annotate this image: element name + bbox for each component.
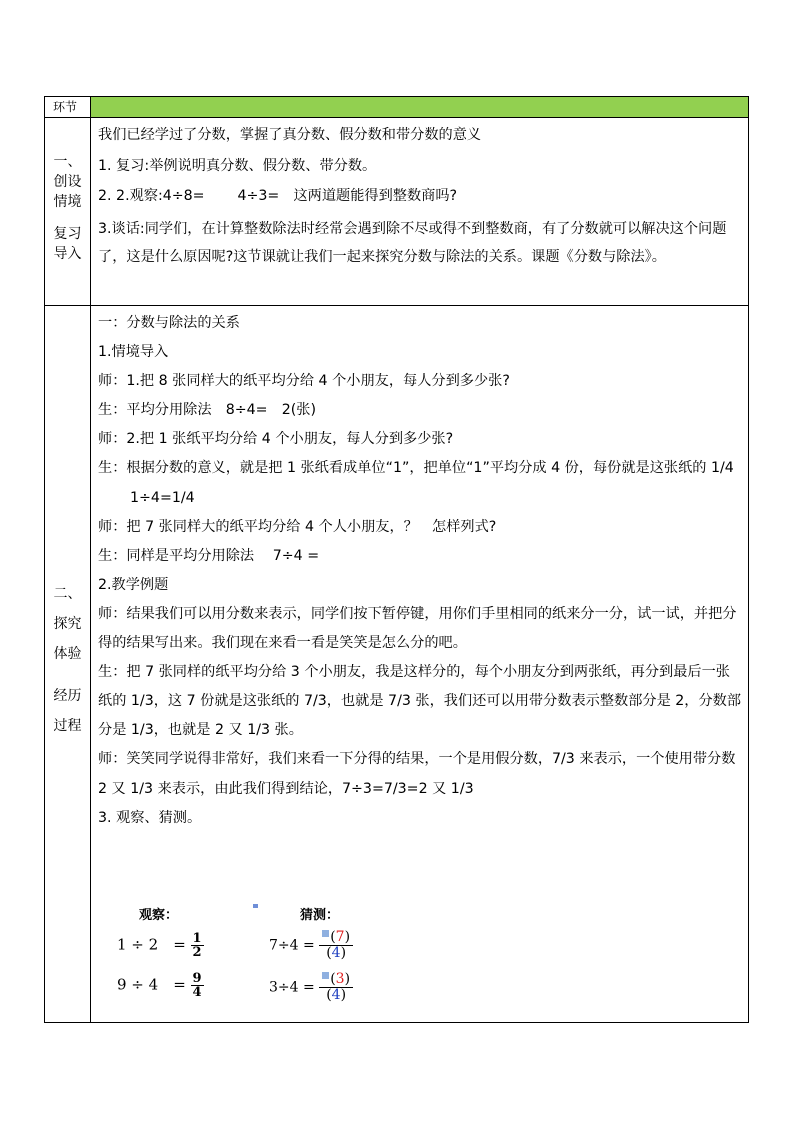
section1-label: 一、 创设 情境 复习 导入	[53, 154, 82, 262]
text-line: 1.情境导入	[98, 344, 169, 361]
column-divider	[90, 97, 91, 1022]
observe-label: 观察：	[139, 908, 179, 923]
text-line: 1÷4=1/4	[130, 489, 195, 506]
text-line: 师：结果我们可以用分数来表示，同学们按下暂停键，用你们手里相同的纸来分一分，试一试，并把分得的结果写出来。我们现在来看一看是笑笑是怎么分的吧。	[98, 605, 737, 652]
observe-equation-2: 9 ÷ 4 = $\frac{9}{4}$	[117, 971, 202, 1000]
text-line: 2.教学例题	[98, 576, 169, 593]
marker-icon	[253, 904, 258, 908]
text-line: 生：平均分用除法 8÷4= 2(张)	[98, 402, 316, 419]
text-line: 师：笑笑同学说得非常好，我们来看一下分得的结果，一个是用假分数，7/3 来表示，一个使用带分数 2 又 1/3 来表示，由此我们得到结论，7÷3=7/3=2 又 1/3	[98, 751, 736, 797]
section2-label: 二、 探究 体验 经历 过程	[53, 586, 82, 734]
row-divider	[45, 305, 748, 306]
row-divider	[45, 117, 748, 118]
header-label: 环节	[53, 100, 78, 114]
text-line: 1. 复习:举例说明真分数、假分数、带分数。	[98, 157, 377, 174]
text-line: 3.谈话:同学们，在计算整数除法时经常会遇到除不尽或得不到整数商，有了分数就可以解决这个问题了，这是什么原因呢?这节课就让我们一起来探究分数与除法的关系。课题《分数与除法》。	[98, 220, 727, 265]
text-line: 生：根据分数的意义，就是把 1 张纸看成单位“1”，把单位“1”平均分成 4 份，每份就是这张纸的 1/4	[98, 460, 734, 477]
text-line: 生：把 7 张同样的纸平均分给 3 个小朋友，我是这样分的，每个小朋友分到两张纸，再分到最后一张纸的 1/3，这 7 份就是这张纸的 7/3，也就是 7/3 张，我们还可以用带分数表示整数部分是 2，分数部分是 1/3，也就是 2 又 1/3 张。	[98, 664, 742, 739]
lesson-table	[44, 96, 749, 1023]
header-bar	[91, 97, 748, 117]
text-line: 3. 观察、猜测。	[98, 809, 202, 826]
section1-content	[98, 123, 742, 271]
text-line: 一：分数与除法的关系	[98, 315, 240, 331]
section2-content	[98, 309, 742, 833]
text-line: 师：把 7 张同样大的纸平均分给 4 个人小朋友，？ 怎样列式?	[98, 518, 497, 535]
observe-guess-figure	[117, 904, 417, 1004]
text-line: 师：1.把 8 张同样大的纸平均分给 4 个小朋友，每人分到多少张?	[98, 373, 510, 390]
text-line: 生：同样是平均分用除法 7÷4 =	[98, 547, 320, 564]
text-line: 我们已经学过了分数，掌握了真分数、假分数和带分数的意义	[98, 127, 482, 143]
text-line: 师：2.把 1 张纸平均分给 4 个小朋友，每人分到多少张?	[98, 431, 454, 448]
observe-equation-1: 1 ÷ 2 = $\frac{1}{2}$	[117, 931, 202, 960]
guess-label: 猜测：	[300, 908, 340, 923]
text-line: 2. 2.观察:4÷8= 4÷3= 这两道题能得到整数商吗?	[98, 188, 458, 204]
guess-equation-2: 3÷4 = $\frac{(3)}{(4)}$	[269, 972, 353, 1003]
guess-equation-1: 7÷4 = $\frac{(7)}{(4)}$	[269, 930, 353, 961]
